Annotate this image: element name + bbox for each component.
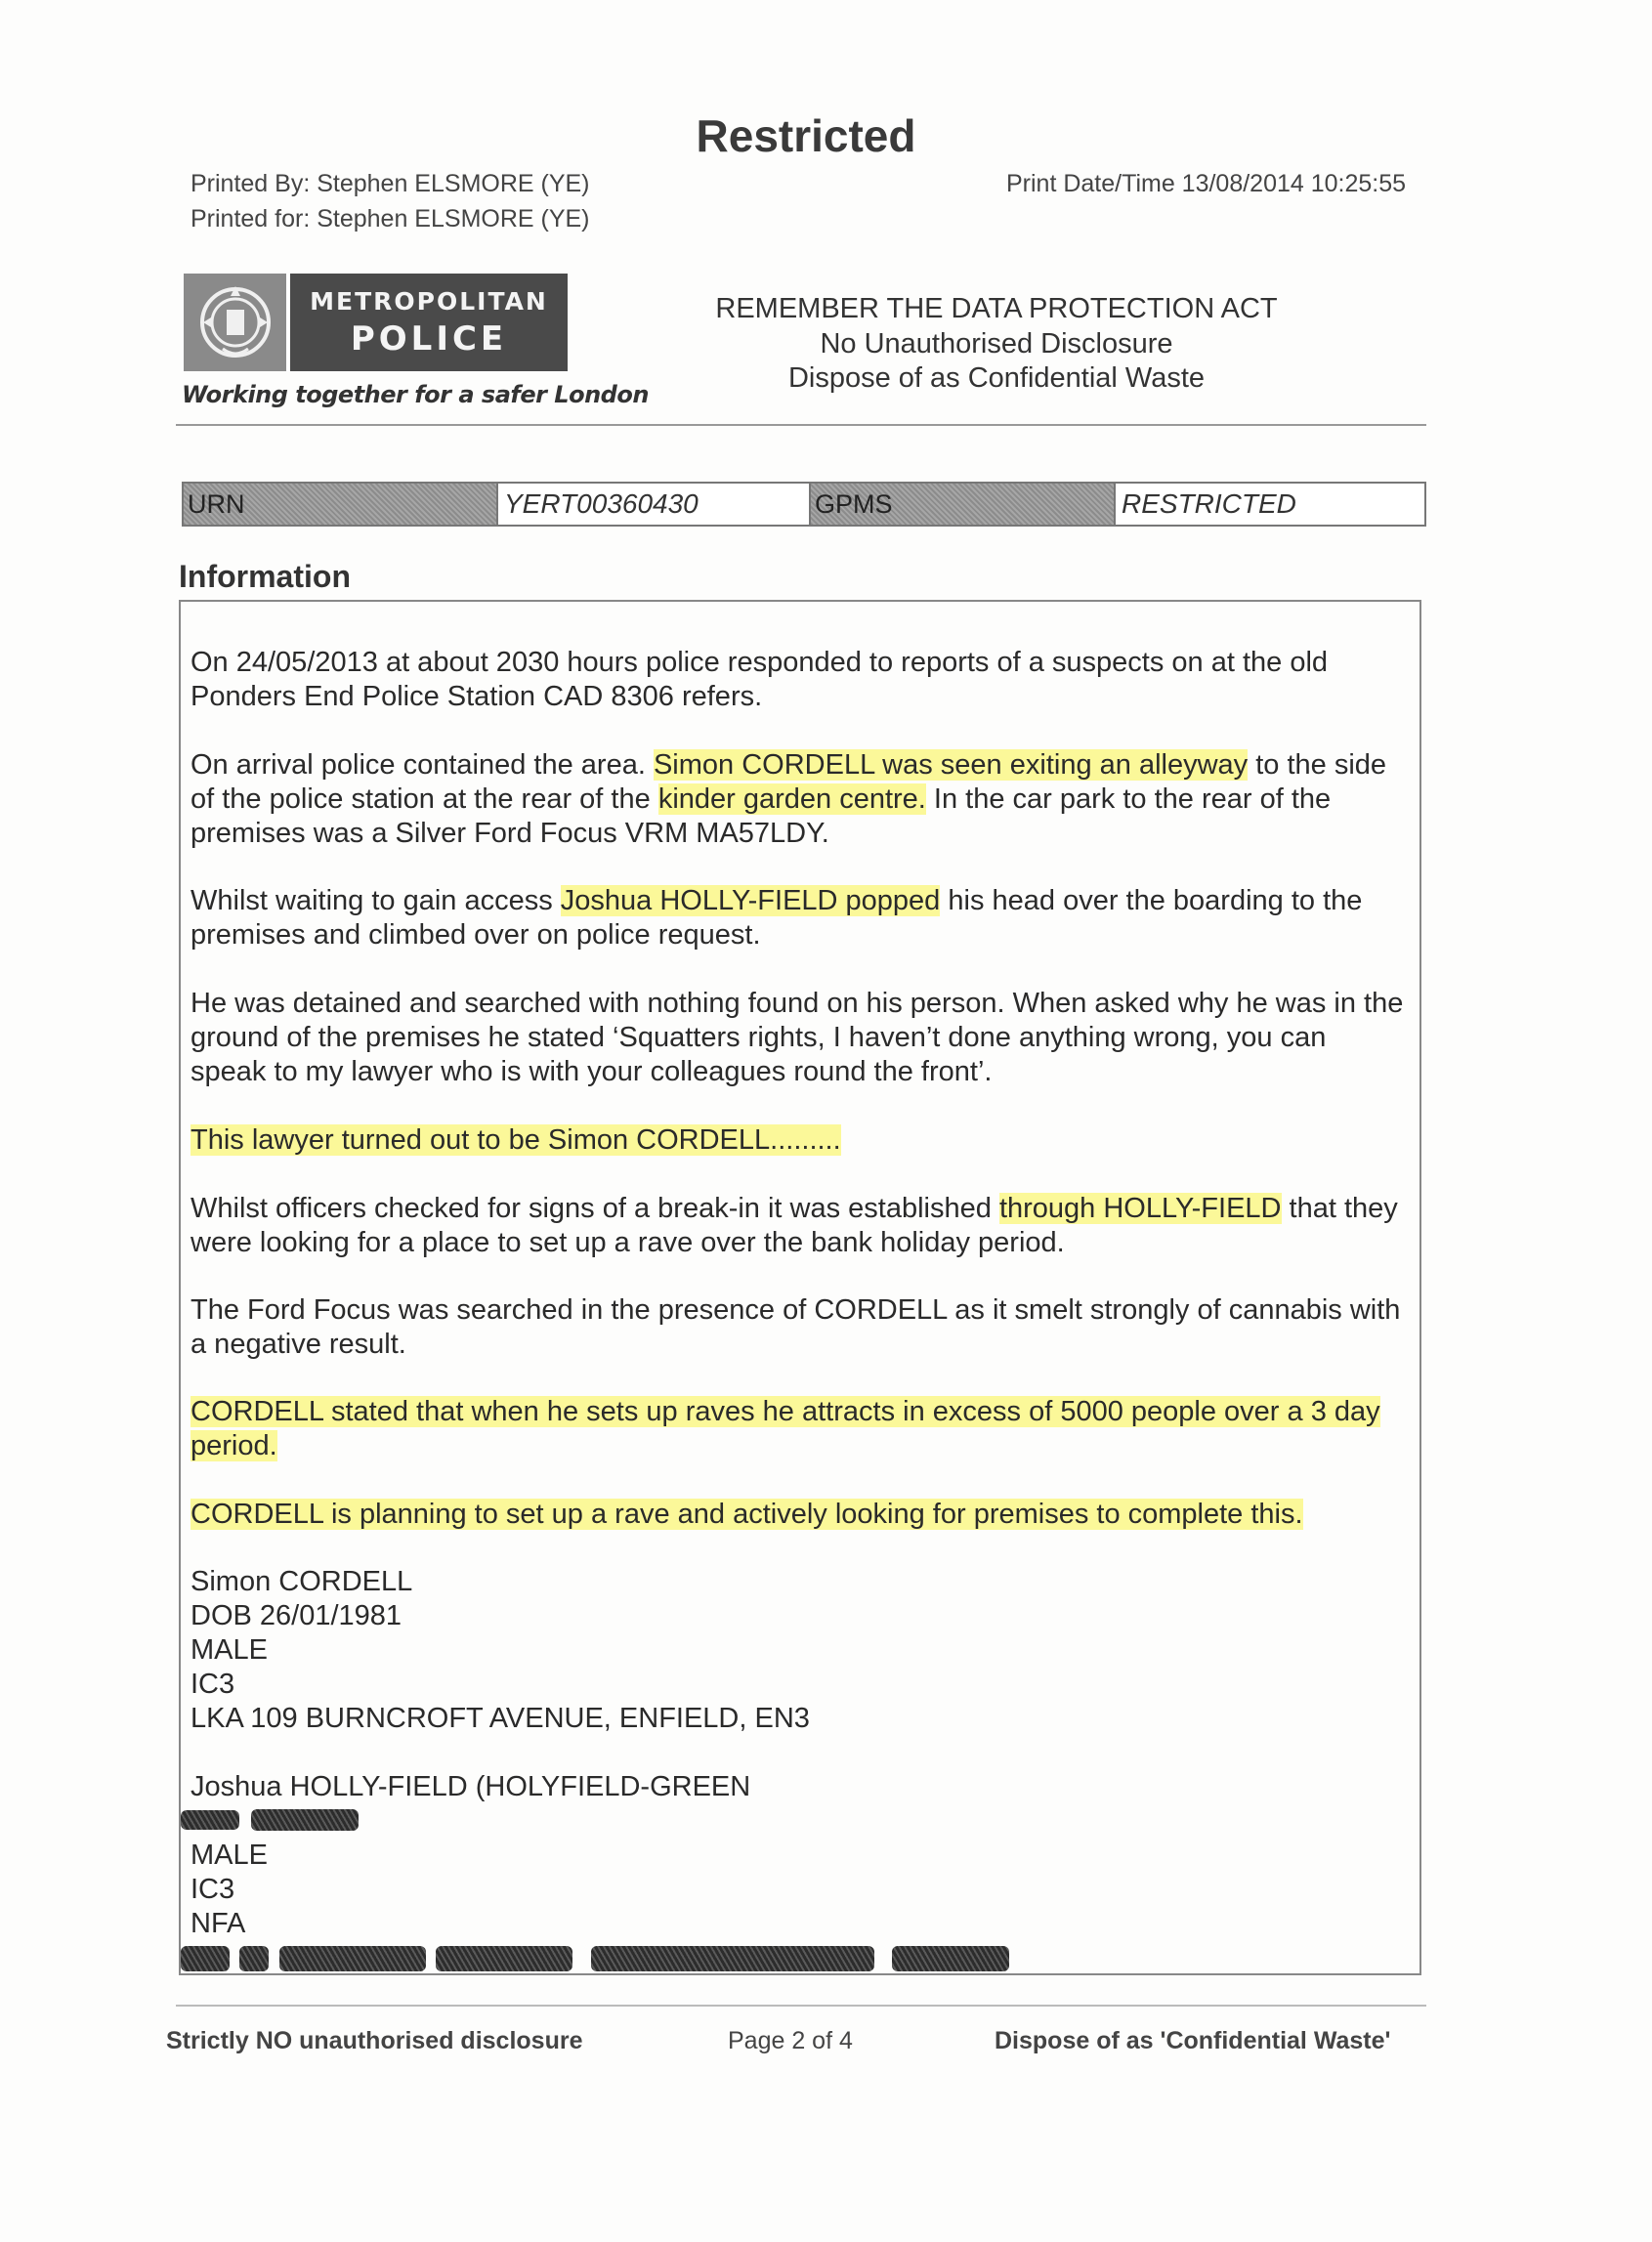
highlighted-text: through HOLLY-FIELD <box>998 1193 1282 1224</box>
paragraph-6-text: that they were looking for a place to set up a rave over the bank holiday period. <box>191 1193 1398 1258</box>
highlighted-text: Simon CORDELL was seen exiting an alleyway <box>653 749 1249 781</box>
crest-icon <box>184 274 290 371</box>
no-disclosure-notice: No Unauthorised Disclosure <box>820 328 1173 360</box>
print-datetime: Print Date/Time 13/08/2014 10:25:55 <box>1006 170 1407 197</box>
paragraph-3 <box>191 884 1407 952</box>
paragraph-9 <box>191 1498 1407 1532</box>
paragraph-4: He was detained and searched with nothing found on his person. When asked why he was in the ground of the premises he stated ‘Squatters rights, I haven’t done anything wrong, you can speak to my lawyer who is with your colleagues round the front’. <box>191 988 1404 1087</box>
document-classification-title: Restricted <box>696 110 916 161</box>
data-protection-notice: REMEMBER THE DATA PROTECTION ACT <box>715 293 1278 324</box>
met-police-logo <box>184 274 568 371</box>
paragraph-2-text: to the side of the police station at the rear of the <box>191 749 1387 815</box>
redacted-dob <box>181 1809 359 1831</box>
urn-label: URN <box>184 484 496 525</box>
paragraph-7: The Ford Focus was searched in the presence of CORDELL as it smelt strongly of cannabis with a negative result. <box>191 1294 1401 1360</box>
information-heading: Information <box>179 559 351 594</box>
person-2-address: NFA <box>191 1908 246 1939</box>
urn-value: YERT00360430 <box>496 484 809 525</box>
person-2-sex: MALE <box>191 1840 268 1871</box>
paragraph-8 <box>191 1395 1407 1463</box>
paragraph-5 <box>191 1123 1407 1158</box>
header-divider <box>176 424 1426 426</box>
paragraph-3-text: his head over the boarding to the premises and climbed over on police request. <box>191 885 1363 951</box>
printed-by: Printed By: Stephen ELSMORE (YE) <box>191 170 590 197</box>
paragraph-1: On 24/05/2013 at about 2030 hours police responded to reports of a suspects on at the old Ponders End Police Station CAD 8306 refers. <box>191 647 1329 712</box>
paragraph-6-text: Whilst officers checked for signs of a break-in it was established <box>191 1193 999 1224</box>
printed-for: Printed for: Stephen ELSMORE (YE) <box>191 205 590 233</box>
highlighted-text: CORDELL is planning to set up a rave and actively looking for premises to complete this. <box>191 1499 1303 1530</box>
footer-disclosure-notice: Strictly NO unauthorised disclosure <box>166 2027 583 2054</box>
redaction-mark <box>251 1809 359 1831</box>
footer-waste-notice: Dispose of as 'Confidential Waste' <box>995 2027 1391 2054</box>
gpms-label: GPMS <box>809 484 1114 525</box>
highlighted-text: CORDELL stated that when he sets up raves he attracts in excess of 5000 people over a 3 day period. <box>191 1396 1380 1461</box>
redaction-mark <box>892 1946 1009 1971</box>
person-2-name: Joshua HOLLY-FIELD (HOLYFIELD-GREEN <box>191 1771 751 1802</box>
redaction-mark <box>239 1946 269 1971</box>
redaction-mark <box>279 1946 426 1971</box>
page-number: Page 2 of 4 <box>728 2027 853 2054</box>
gpms-value: RESTRICTED <box>1114 484 1424 525</box>
person-1-address: LKA 109 BURNCROFT AVENUE, ENFIELD, EN3 <box>191 1703 810 1734</box>
footer-divider <box>176 2005 1426 2007</box>
highlighted-text: Joshua HOLLY-FIELD popped <box>560 885 941 916</box>
redacted-address <box>181 1946 1009 1971</box>
person-1-name: Simon CORDELL <box>191 1566 413 1597</box>
person-1-ic: IC3 <box>191 1669 235 1700</box>
confidential-waste-notice: Dispose of as Confidential Waste <box>787 362 1206 394</box>
record-id-row <box>182 482 1426 527</box>
highlighted-text: This lawyer turned out to be Simon CORDELL......... <box>191 1124 841 1156</box>
paragraph-2 <box>191 748 1407 851</box>
redaction-mark <box>181 1810 239 1830</box>
logo-line-police: POLICE <box>350 318 508 359</box>
person-2-ic: IC3 <box>191 1874 235 1905</box>
redaction-mark <box>181 1946 230 1971</box>
redaction-mark <box>436 1946 572 1971</box>
logo-line-metropolitan: METROPOLITAN <box>310 286 548 316</box>
logo-tagline: Working together for a safer London <box>182 381 649 408</box>
paragraph-3-text: Whilst waiting to gain access <box>191 885 561 916</box>
paragraph-2-text: In the car park to the rear of the premises was a Silver Ford Focus VRM MA57LDY. <box>191 783 1332 849</box>
highlighted-text: kinder garden centre. <box>657 783 926 815</box>
person-1-dob: DOB 26/01/1981 <box>191 1600 402 1631</box>
paragraph-6 <box>191 1192 1407 1260</box>
person-1-sex: MALE <box>191 1634 268 1666</box>
redaction-mark <box>591 1946 874 1971</box>
paragraph-2-text: On arrival police contained the area. <box>191 749 654 781</box>
